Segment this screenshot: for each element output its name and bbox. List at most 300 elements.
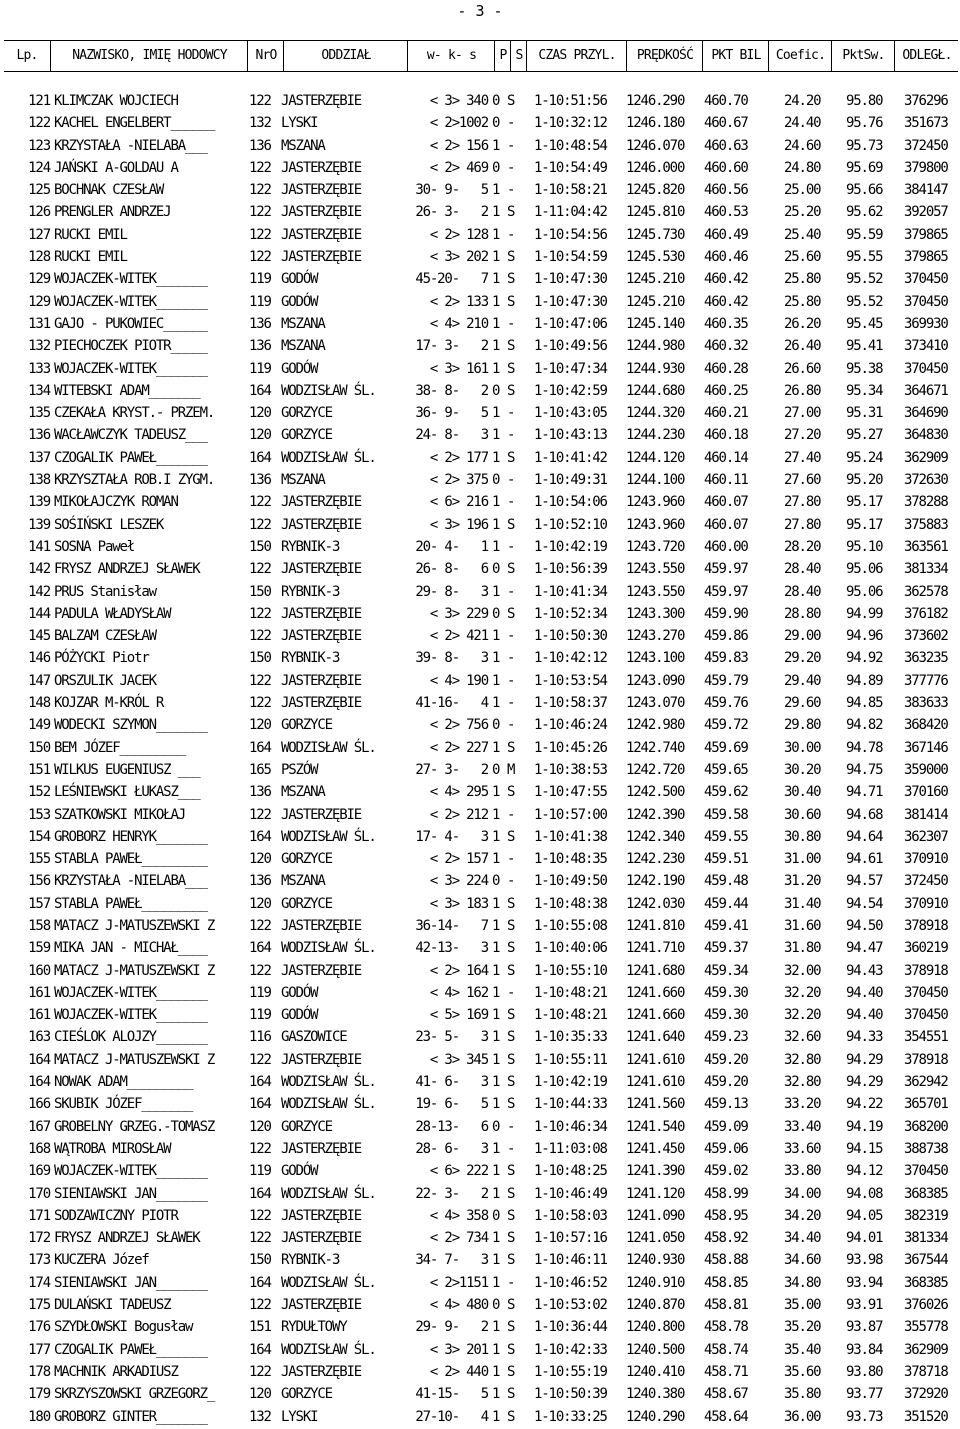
cell-distance: 359000 [904,761,948,778]
cell-wk: 17- 3- [415,338,459,355]
cell-pkt-sw: 94.08 [846,1185,883,1202]
cell-p: 1 [492,1386,500,1403]
cell-p: 1 [492,315,500,332]
cell-arrival-time: 1-10:48:38 [534,895,607,912]
cell-coefic: 31.20 [784,873,821,890]
cell-s: S [507,1074,515,1091]
cell-distance: 378918 [904,1051,948,1068]
cell-arrival-time: 1-10:48:21 [534,1007,607,1024]
cell-s-count: 161 [466,360,488,377]
cell-s-count: 3 [480,427,488,444]
cell-points-bil: 458.67 [704,1386,748,1403]
cell-distance: 370450 [904,1163,948,1180]
cell-points-bil: 459.90 [704,605,748,622]
cell-lp: 161 [28,984,50,1001]
cell-coefic: 31.00 [784,851,821,868]
cell-speed: 1242.500 [626,784,685,801]
cell-branch: JASTERZĘBIE [281,1297,362,1314]
cell-p: 1 [492,226,500,243]
cell-speed: 1242.340 [626,828,685,845]
cell-arrival-time: 1-10:41:42 [534,449,607,466]
cell-branch: JASTERZĘBIE [281,159,362,176]
table-header [4,40,958,72]
cell-speed: 1246.290 [626,93,685,109]
cell-speed: 1242.720 [626,761,685,778]
cell-speed: 1241.640 [626,1029,685,1046]
cell-speed: 1245.810 [626,204,685,221]
cell-wk: < 2> [429,449,459,466]
cell-branch: WODZISŁAW ŚL. [281,1185,376,1202]
cell-nro: 165 [249,761,271,778]
cell-name: KRZYSTAŁA -NIELABA___ [54,137,207,154]
cell-coefic: 25.80 [784,271,821,288]
cell-nro: 150 [249,650,271,667]
cell-coefic: 36.00 [784,1408,821,1425]
cell-branch: GASZOWICE [281,1029,347,1046]
cell-distance: 372450 [904,873,948,890]
table-row [0,1227,960,1249]
cell-lp: 161 [28,1007,50,1024]
cell-arrival-time: 1-10:42:19 [534,1074,607,1091]
cell-coefic: 35.80 [784,1386,821,1403]
cell-points-bil: 459.65 [704,761,748,778]
table-row [0,670,960,692]
cell-name: KRZYSZTAŁA ROB.I ZYGM. [54,472,215,489]
cell-coefic: 35.00 [784,1297,821,1314]
cell-coefic: 33.80 [784,1163,821,1180]
cell-speed: 1244.230 [626,427,685,444]
cell-speed: 1245.210 [626,271,685,288]
cell-pkt-sw: 95.06 [846,583,883,600]
cell-arrival-time: 1-10:42:19 [534,538,607,555]
cell-speed: 1242.980 [626,717,685,734]
cell-s-count: 2 [480,382,488,399]
cell-speed: 1244.680 [626,382,685,399]
cell-wk: < 2> [429,628,459,645]
table-row [0,1071,960,1093]
cell-distance: 360219 [904,940,948,957]
cell-nro: 122 [249,249,271,266]
cell-branch: JASTERZĘBIE [281,93,362,109]
cell-points-bil: 458.99 [704,1185,748,1202]
cell-s-count: 216 [466,494,488,511]
cell-s: S [507,1163,515,1180]
table-row [0,1160,960,1182]
cell-pkt-sw: 94.33 [846,1029,883,1046]
cell-arrival-time: 1-10:54:06 [534,494,607,511]
cell-arrival-time: 1-10:53:54 [534,672,607,689]
cell-name: MACHNIK ARKADIUSZ [54,1363,178,1380]
cell-lp: 129 [28,271,50,288]
cell-nro: 119 [249,293,271,310]
cell-points-bil: 459.20 [704,1074,748,1091]
cell-branch: GORZYCE [281,851,332,868]
cell-wk: 38- 8- [415,382,459,399]
cell-speed: 1246.000 [626,159,685,176]
cell-nro: 132 [249,1408,271,1425]
cell-coefic: 29.80 [784,717,821,734]
cell-wk: < 4> [429,672,459,689]
cell-arrival-time: 1-10:33:25 [534,1408,607,1425]
cell-s: - [507,226,515,243]
table-row [0,692,960,714]
cell-s: S [507,1007,515,1024]
cell-pkt-sw: 95.17 [846,516,883,533]
cell-lp: 123 [28,137,50,154]
cell-points-bil: 460.49 [704,226,748,243]
cell-arrival-time: 1-10:50:30 [534,628,607,645]
cell-name: SZYDŁOWSKI Bogusław [54,1319,193,1336]
cell-p: 0 [492,873,500,890]
cell-branch: WODZISŁAW ŚL. [281,1274,376,1291]
cell-lp: 145 [28,628,50,645]
cell-nro: 136 [249,472,271,489]
table-row [0,246,960,268]
cell-distance: 362909 [904,449,948,466]
cell-wk: 36- 9- [415,405,459,422]
cell-points-bil: 459.41 [704,917,748,934]
cell-speed: 1241.660 [626,1007,685,1024]
cell-p: 1 [492,1408,500,1425]
cell-s: - [507,1274,515,1291]
table-row [0,1205,960,1227]
cell-pkt-sw: 95.34 [846,382,883,399]
cell-points-bil: 459.30 [704,984,748,1001]
cell-points-bil: 459.51 [704,851,748,868]
cell-points-bil: 460.42 [704,293,748,310]
cell-name: STABLA PAWEŁ_________ [54,895,207,912]
cell-s: S [507,360,515,377]
cell-p: 1 [492,494,500,511]
cell-p: 1 [492,1341,500,1358]
cell-name: FRYSZ ANDRZEJ SŁAWEK [54,561,200,578]
cell-arrival-time: 1-10:56:39 [534,561,607,578]
cell-coefic: 35.20 [784,1319,821,1336]
cell-wk: 34- 7- [415,1252,459,1269]
cell-p: 1 [492,271,500,288]
cell-wk: < 2> [429,806,459,823]
cell-p: 1 [492,516,500,533]
cell-wk: < 3> [429,1051,459,1068]
cell-s: S [507,382,515,399]
header-branch: ODDZIAŁ [283,41,408,71]
cell-p: 1 [492,204,500,221]
header-distance: ODLEGŁ. [894,41,959,71]
cell-wk: < 2> [429,293,459,310]
cell-pkt-sw: 94.29 [846,1051,883,1068]
cell-pkt-sw: 95.80 [846,93,883,109]
cell-points-bil: 459.58 [704,806,748,823]
cell-speed: 1242.740 [626,739,685,756]
cell-speed: 1244.980 [626,338,685,355]
cell-distance: 370910 [904,851,948,868]
cell-name: MATACZ J-MATUSZEWSKI Z [54,962,215,979]
cell-coefic: 32.80 [784,1051,821,1068]
cell-arrival-time: 1-10:46:24 [534,717,607,734]
cell-pkt-sw: 93.84 [846,1341,883,1358]
cell-p: 1 [492,940,500,957]
cell-distance: 373602 [904,628,948,645]
cell-coefic: 32.00 [784,962,821,979]
cell-p: 0 [492,605,500,622]
cell-lp: 164 [28,1051,50,1068]
cell-wk: < 3> [429,249,459,266]
cell-p: 0 [492,472,500,489]
cell-distance: 370910 [904,895,948,912]
cell-coefic: 34.20 [784,1207,821,1224]
cell-name: RUCKI EMIL [54,249,127,266]
cell-nro: 122 [249,672,271,689]
cell-s: - [507,873,515,890]
cell-arrival-time: 1-10:57:00 [534,806,607,823]
cell-lp: 136 [28,427,50,444]
cell-branch: JASTERZĘBIE [281,672,362,689]
cell-wk: < 3> [429,93,459,109]
cell-lp: 133 [28,360,50,377]
cell-speed: 1240.910 [626,1274,685,1291]
cell-s: S [507,1297,515,1314]
results-table [0,90,960,1428]
cell-s: S [507,1386,515,1403]
cell-points-bil: 459.72 [704,717,748,734]
cell-arrival-time: 1-10:57:16 [534,1230,607,1247]
cell-name: MATACZ J-MATUSZEWSKI Z [54,1051,215,1068]
cell-lp: 142 [28,561,50,578]
cell-branch: GORZYCE [281,1386,332,1403]
cell-s: S [507,940,515,957]
cell-name: GROBELNY GRZEG.-TOMASZ [54,1118,215,1135]
cell-s-count: 3 [480,828,488,845]
cell-name: GAJO - PUKOWIEC______ [54,315,207,332]
cell-distance: 363561 [904,538,948,555]
cell-lp: 154 [28,828,50,845]
cell-branch: GORZYCE [281,405,332,422]
cell-distance: 381334 [904,1230,948,1247]
cell-nro: 150 [249,538,271,555]
cell-name: STABLA PAWEŁ_________ [54,851,207,868]
cell-points-bil: 460.18 [704,427,748,444]
cell-name: CIEŚLOK ALOJZY_______ [54,1029,207,1046]
table-row [0,179,960,201]
cell-p: 1 [492,182,500,199]
cell-s: - [507,538,515,555]
table-row [0,759,960,781]
cell-arrival-time: 1-10:32:12 [534,115,607,132]
cell-p: 1 [492,1252,500,1269]
cell-distance: 370450 [904,271,948,288]
cell-pkt-sw: 95.73 [846,137,883,154]
cell-s-count: 2 [480,1319,488,1336]
cell-s: S [507,784,515,801]
cell-s: S [507,1408,515,1425]
cell-name: KACHEL ENGELBERT______ [54,115,215,132]
cell-p: 0 [492,1297,500,1314]
cell-coefic: 35.60 [784,1363,821,1380]
cell-s-count: 3 [480,1029,488,1046]
cell-s: - [507,1118,515,1135]
cell-coefic: 29.00 [784,628,821,645]
cell-pkt-sw: 94.99 [846,605,883,622]
cell-p: 1 [492,806,500,823]
cell-p: 1 [492,538,500,555]
cell-distance: 381334 [904,561,948,578]
cell-lp: 166 [28,1096,50,1113]
cell-p: 1 [492,1096,500,1113]
cell-s-count: 164 [466,962,488,979]
table-row [0,1406,960,1428]
cell-branch: GODÓW [281,984,318,1001]
cell-name: PADULA WŁADYSŁAW [54,605,171,622]
cell-nro: 132 [249,115,271,132]
cell-distance: 368420 [904,717,948,734]
table-row [0,915,960,937]
cell-pkt-sw: 94.47 [846,940,883,957]
cell-branch: JASTERZĘBIE [281,1230,362,1247]
cell-lp: 122 [28,115,50,132]
cell-pkt-sw: 95.06 [846,561,883,578]
cell-name: BALZAM CZESŁAW [54,628,156,645]
cell-arrival-time: 1-10:49:56 [534,338,607,355]
cell-wk: < 2> [429,226,459,243]
cell-name: GROBORZ GINTER_______ [54,1408,207,1425]
cell-lp: 159 [28,940,50,957]
table-row [0,1138,960,1160]
cell-arrival-time: 1-10:46:49 [534,1185,607,1202]
table-row [0,1026,960,1048]
cell-speed: 1243.550 [626,583,685,600]
cell-nro: 122 [249,182,271,199]
cell-speed: 1243.270 [626,628,685,645]
cell-pkt-sw: 94.15 [846,1140,883,1157]
cell-s: S [507,449,515,466]
header-p: P [494,41,511,71]
cell-lp: 146 [28,650,50,667]
cell-speed: 1241.390 [626,1163,685,1180]
cell-branch: RYBNIK-3 [281,538,340,555]
cell-arrival-time: 1-10:48:35 [534,851,607,868]
table-row [0,737,960,759]
cell-speed: 1242.230 [626,851,685,868]
cell-branch: MSZANA [281,472,325,489]
cell-nro: 122 [249,1363,271,1380]
cell-points-bil: 458.88 [704,1252,748,1269]
cell-arrival-time: 1-10:51:56 [534,93,607,109]
cell-wk: 24- 8- [415,427,459,444]
cell-pkt-sw: 94.68 [846,806,883,823]
cell-points-bil: 459.37 [704,940,748,957]
cell-nro: 120 [249,427,271,444]
cell-name: ORSZULIK JACEK [54,672,156,689]
cell-p: 1 [492,851,500,868]
cell-s: - [507,315,515,332]
cell-points-bil: 460.11 [704,472,748,489]
cell-wk: 22- 3- [415,1185,459,1202]
cell-p: 1 [492,984,500,1001]
cell-points-bil: 460.42 [704,271,748,288]
cell-nro: 119 [249,1007,271,1024]
cell-p: 1 [492,1274,500,1291]
cell-speed: 1244.100 [626,472,685,489]
cell-name: PIECHOCZEK PIOTR_____ [54,338,207,355]
cell-branch: JASTERZĘBIE [281,1207,362,1224]
cell-p: 1 [492,650,500,667]
cell-branch: JASTERZĘBIE [281,249,362,266]
cell-arrival-time: 1-10:54:56 [534,226,607,243]
cell-p: 0 [492,382,500,399]
cell-speed: 1245.730 [626,226,685,243]
cell-coefic: 30.80 [784,828,821,845]
cell-pkt-sw: 94.89 [846,672,883,689]
cell-arrival-time: 1-10:43:05 [534,405,607,422]
cell-speed: 1243.070 [626,695,685,712]
cell-s: S [507,739,515,756]
cell-name: CZOGALIK PAWEŁ_______ [54,1341,207,1358]
table-row [0,625,960,647]
cell-wk: 41-15- [415,1386,459,1403]
cell-name: BOCHNAK CZESŁAW [54,182,164,199]
cell-wk: < 6> [429,494,459,511]
cell-wk: 42-13- [415,940,459,957]
cell-s-count: 201 [466,1341,488,1358]
cell-points-bil: 460.56 [704,182,748,199]
cell-branch: WODZISŁAW ŚL. [281,382,376,399]
cell-distance: 355778 [904,1319,948,1336]
cell-distance: 369930 [904,315,948,332]
cell-distance: 354551 [904,1029,948,1046]
cell-s: - [507,1140,515,1157]
cell-coefic: 28.40 [784,561,821,578]
cell-p: 1 [492,695,500,712]
cell-nro: 122 [249,204,271,221]
cell-coefic: 27.00 [784,405,821,422]
cell-p: 1 [492,739,500,756]
cell-pkt-sw: 95.45 [846,315,883,332]
cell-wk: 26- 3- [415,204,459,221]
cell-s-count: 5 [480,1096,488,1113]
cell-s-count: 162 [466,984,488,1001]
cell-speed: 1243.100 [626,650,685,667]
cell-name: SKUBIK JÓZEF_______ [54,1096,193,1113]
cell-coefic: 24.80 [784,159,821,176]
cell-p: 1 [492,1230,500,1247]
cell-speed: 1241.450 [626,1140,685,1157]
cell-name: WITEBSKI ADAM_______ [54,382,200,399]
cell-name: SOSNA Paweł [54,538,135,555]
cell-arrival-time: 1-10:47:06 [534,315,607,332]
cell-name: JAŃSKI A-GOLDAU A [54,159,178,176]
cell-branch: LYSKI [281,1408,318,1425]
table-row [0,1183,960,1205]
header-points-bil: PKT BIL [702,41,769,71]
cell-speed: 1242.190 [626,873,685,890]
cell-branch: JASTERZĘBIE [281,226,362,243]
cell-coefic: 28.40 [784,583,821,600]
cell-speed: 1241.540 [626,1118,685,1135]
cell-branch: MSZANA [281,137,325,154]
cell-s: S [507,1363,515,1380]
cell-nro: 122 [249,1230,271,1247]
cell-arrival-time: 1-10:43:13 [534,427,607,444]
cell-lp: 132 [28,338,50,355]
cell-distance: 379865 [904,249,948,266]
cell-name: CZEKAŁA KRYST.- PRZEM. [54,405,215,422]
cell-s: - [507,984,515,1001]
cell-s: S [507,1341,515,1358]
cell-branch: GODÓW [281,293,318,310]
cell-branch: GODÓW [281,1163,318,1180]
cell-arrival-time: 1-10:53:02 [534,1297,607,1314]
cell-pkt-sw: 94.12 [846,1163,883,1180]
